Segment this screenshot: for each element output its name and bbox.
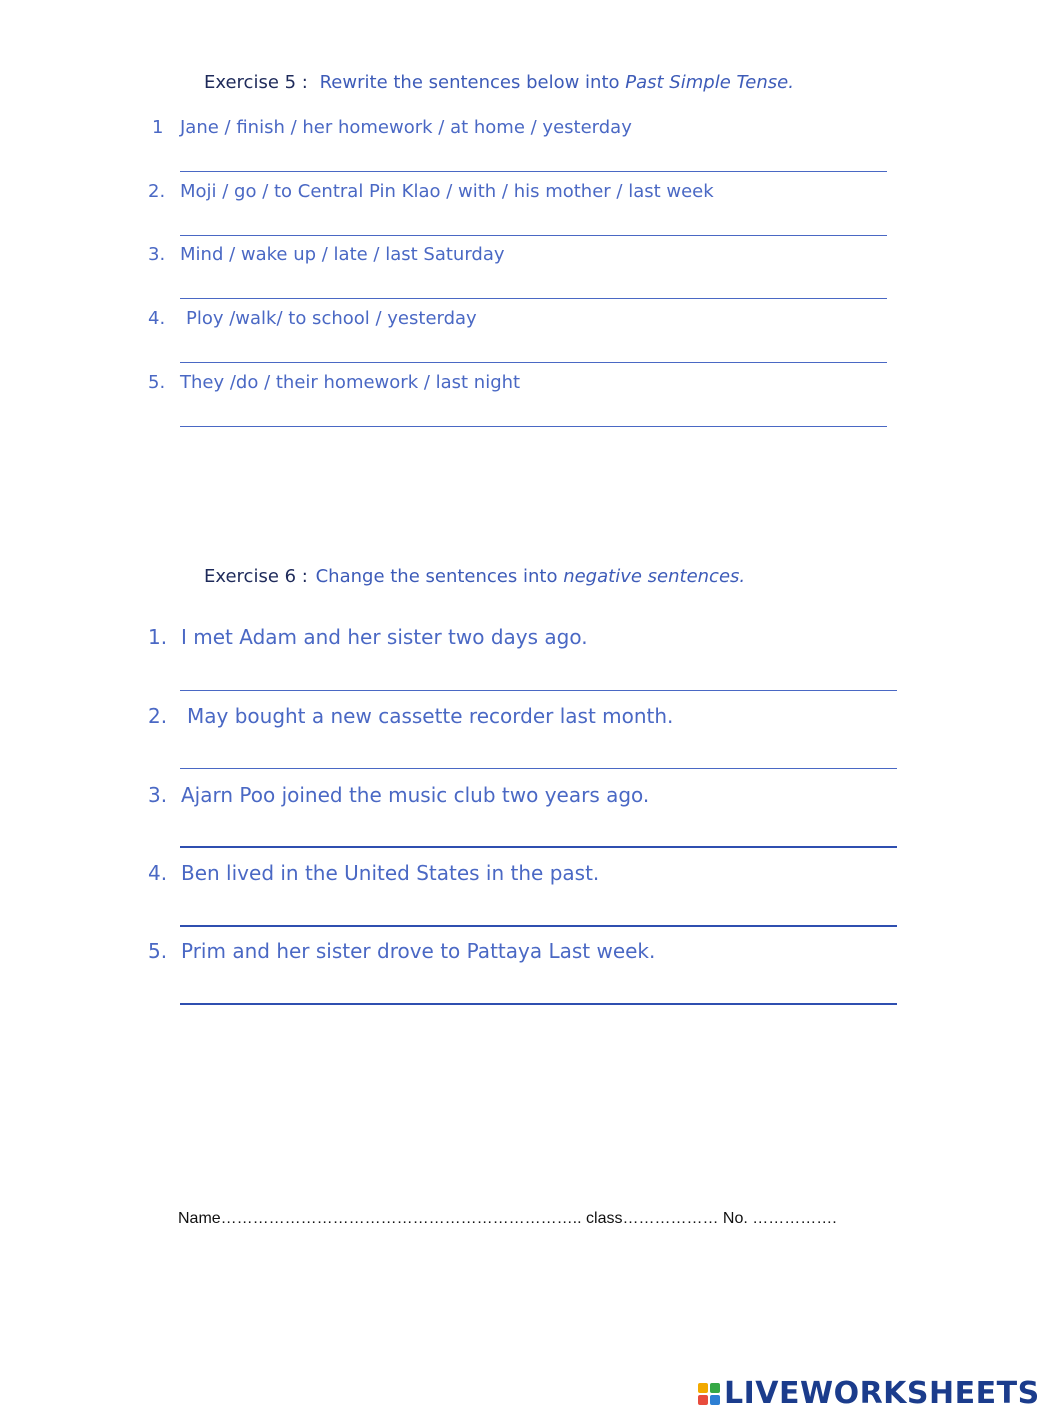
- ex5-item-1-answer-line: [180, 171, 887, 172]
- ex5-item-4-number: 4.: [148, 308, 166, 329]
- ex6-item-2-number: 2.: [148, 704, 168, 728]
- exercise-5-instruction: [320, 72, 794, 93]
- ex6-item-3-answer-input[interactable]: [180, 818, 900, 846]
- ex6-item-4-number: 4.: [148, 861, 168, 885]
- exercise-6-instruction: [316, 566, 746, 587]
- exercise-5-label: Exercise 5 :: [204, 72, 308, 93]
- ex6-item-4-answer-line: [180, 925, 897, 927]
- exercise-5-instruction-tense: Past Simple Tense.: [625, 72, 794, 93]
- name-class-number-line: Name………………………………………………………….. class……………… No. …………….: [178, 1210, 837, 1227]
- ex6-item-1-prompt: I met Adam and her sister two days ago.: [181, 625, 588, 649]
- logo-blocks-icon: [698, 1383, 720, 1405]
- ex5-item-4-answer-input[interactable]: [180, 335, 890, 363]
- exercise-6-label: Exercise 6 :: [204, 566, 308, 587]
- ex5-item-3-prompt: Mind / wake up / late / last Saturday: [180, 244, 505, 265]
- ex6-item-3-answer-line: [180, 846, 897, 848]
- logo-block-red: [698, 1395, 708, 1405]
- ex6-item-5-answer-line: [180, 1003, 897, 1005]
- ex5-item-2-number: 2.: [148, 181, 166, 202]
- ex5-item-5-answer-line: [180, 426, 887, 427]
- ex6-item-5-answer-input[interactable]: [180, 975, 900, 1003]
- ex6-item-3-prompt: Ajarn Poo joined the music club two years ago.: [181, 783, 650, 807]
- ex5-item-1-number: 1: [152, 117, 164, 138]
- ex6-item-2-answer-line: [180, 768, 897, 769]
- ex5-item-5-prompt: They /do / their homework / last night: [180, 372, 521, 393]
- ex6-item-1-answer-input[interactable]: [180, 660, 900, 688]
- ex5-item-5-number: 5.: [148, 372, 166, 393]
- ex6-item-4-answer-input[interactable]: [180, 897, 900, 925]
- exercise-6-instruction-text: Change the sentences into: [315, 566, 558, 587]
- exercise-5-instruction-text: Rewrite the sentences below into: [319, 72, 620, 93]
- ex5-item-2-prompt: Moji / go / to Central Pin Klao / with / his mother / last week: [180, 181, 714, 202]
- ex5-item-4-prompt: Ploy /walk/ to school / yesterday: [186, 308, 477, 329]
- ex6-item-1-answer-line: [180, 690, 897, 691]
- ex5-item-3-answer-line: [180, 298, 887, 299]
- ex5-item-5-answer-input[interactable]: [180, 399, 890, 427]
- liveworksheets-wordmark: LIVEWORKSHEETS: [724, 1376, 1040, 1411]
- ex5-item-2-answer-input[interactable]: [180, 208, 890, 236]
- ex5-item-4-answer-line: [180, 362, 887, 363]
- liveworksheets-logo: [698, 1376, 1040, 1411]
- ex6-item-5-number: 5.: [148, 939, 168, 963]
- ex5-item-3-number: 3.: [148, 244, 166, 265]
- logo-block-green: [710, 1383, 720, 1393]
- ex5-item-3-answer-input[interactable]: [180, 271, 890, 299]
- ex6-item-2-prompt: May bought a new cassette recorder last month.: [187, 704, 674, 728]
- exercise-6-instruction-type: negative sentences.: [563, 566, 746, 587]
- exercise-6-heading: [204, 566, 745, 587]
- ex6-item-3-number: 3.: [148, 783, 168, 807]
- exercise-5-heading: [204, 72, 794, 93]
- ex5-item-2-answer-line: [180, 235, 887, 236]
- ex6-item-4-prompt: Ben lived in the United States in the past.: [181, 861, 600, 885]
- ex6-item-2-answer-input[interactable]: [180, 739, 900, 767]
- logo-block-blue: [710, 1395, 720, 1405]
- ex5-item-1-prompt: Jane / finish / her homework / at home / yesterday: [180, 117, 632, 138]
- ex5-item-1-answer-input[interactable]: [180, 144, 890, 172]
- ex6-item-1-number: 1.: [148, 625, 168, 649]
- ex6-item-5-prompt: Prim and her sister drove to Pattaya Last week.: [181, 939, 656, 963]
- logo-block-yellow: [698, 1383, 708, 1393]
